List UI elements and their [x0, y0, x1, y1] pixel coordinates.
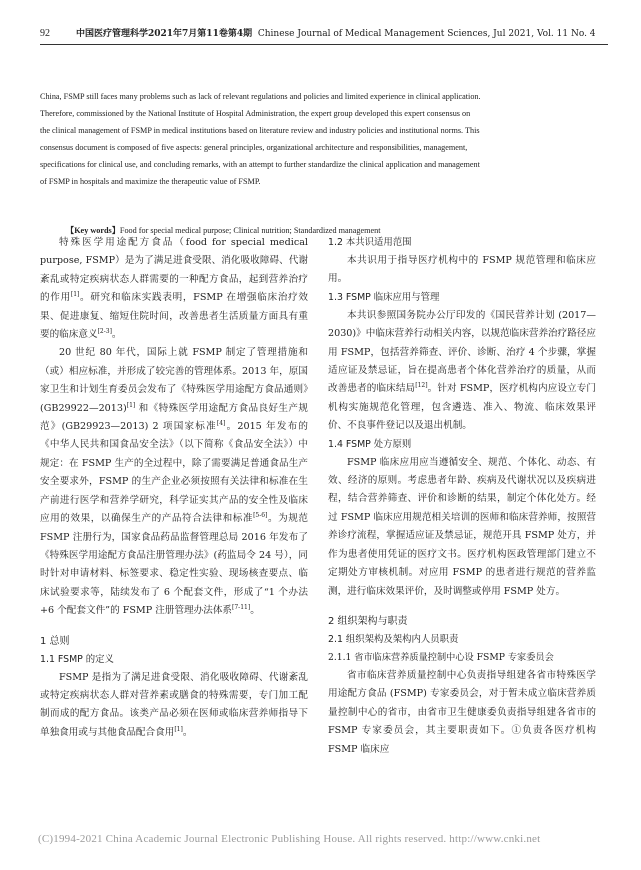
- history-text: 。为规范 FSMP 注册行为，国家食品药品监督管理总局 2016 年发布了《特殊医学用途配方食品注册管理办法》(药监局令 24 号），同时针对申请材料、标签要求、稳定性实验、现场核查要点、临床试验要求等，陆续发布了 6 个配套文件，形成了“1 个办法 +6 个配套文件”的 FSMP 注册管理办法体系: [40, 513, 309, 617]
- keywords-text: Food for special medical purpose; Clinical nutrition; Standardized management: [119, 226, 381, 235]
- citation-ref: [2-3]: [97, 327, 112, 335]
- subsection-heading: 1.2 本共识适用范围: [328, 237, 412, 248]
- history-text: 和《特殊医学用途配方食品良好生产规范》(GB29923—2013) 2 项国家标准: [40, 402, 308, 433]
- abstract-en: [40, 88, 600, 190]
- citation-ref: [4]: [216, 419, 226, 427]
- right-column: [328, 234, 596, 759]
- abstract-line: the clinical management of FSMP in medical institutions based on literature review and industry policies and institutional norms. This: [40, 126, 480, 135]
- intro-paragraph: 特殊医学用途配方食品（food for special medical purpose, FSMP）是为了满足进食受限、消化吸收障碍、代谢紊乱或特定疾病状态人群需要的一种配方食品，起到营养治疗的作用[1]。研究和临床实践表明，FSMP 在增强临床治疗效果、促进康复、缩短住院时间，改善患者生活质量方面具有重要的临床意义[2-3]。: [40, 237, 309, 341]
- running-header: [40, 27, 608, 43]
- definition-text: FSMP 是指为了满足进食受限、消化吸收障碍、代谢紊乱或特定疾病状态人群对营养素或膳食的特殊需要，专门加工配制而成的配方食品。该类产品必须在医师或临床营养师指导下单独食用或与其他食品配合食用: [40, 671, 308, 738]
- application-paragraph: [328, 307, 596, 436]
- definition-paragraph: FSMP 是指为了满足进食受限、消化吸收障碍、代谢紊乱或特定疾病状态人群对营养素或膳食的特殊需要，专门加工配制而成的配方食品。该类产品必须在医师或临床营养师指导下单独食用或与其他食品配合食用[1]。: [40, 671, 308, 738]
- committee-paragraph: 省市临床营养质量控制中心负责指导组建各省市特殊医学用途配方食品 (FSMP) 专家委员会，对于暂未成立临床营养质量控制中心的省市，由省市卫生健康委负责指导组建各省市的 FSMP 专家委员会，其主要职责如下。①负责各医疗机构 FSMP 临床应: [328, 669, 596, 755]
- journal-title-cn: 中国医疗管理科学2021年7月第11卷第4期: [76, 29, 253, 39]
- abstract-line: of FSMP in hospitals and maximize the therapeutic value of FSMP.: [40, 177, 261, 186]
- journal-citation: [76, 27, 596, 41]
- subsection-heading: 1.1 FSMP 的定义: [40, 653, 114, 665]
- citation-ref: [12]: [415, 382, 428, 390]
- header-rule: [40, 44, 608, 45]
- citation-ref: [7-11]: [232, 603, 251, 611]
- citation-ref: [1]: [174, 725, 183, 733]
- citation-ref: [5-6]: [253, 511, 268, 519]
- abstract-line: Therefore, commissioned by the National Institute of Hospital Administration, the expert group developed this expert consensus on: [40, 109, 471, 118]
- citation-ref: [1]: [70, 291, 80, 299]
- spacer: [328, 601, 596, 613]
- section-heading: 2 组织架构与职责: [328, 615, 408, 627]
- abstract-line: consensus document is composed of five aspects: general principles, organizational architecture and responsibilities, management,: [40, 143, 468, 152]
- section-heading: 1 总则: [40, 635, 70, 647]
- journal-title-en: Chinese Journal of Medical Management Sciences, Jul 2021, Vol. 11 No. 4: [257, 29, 596, 39]
- scope-paragraph: 本共识用于指导医疗机构中的 FSMP 规范管理和临床应用。: [328, 255, 596, 285]
- subsection-heading: 1.3 FSMP 临床应用与管理: [328, 291, 440, 303]
- intro-text: 。研究和临床实践表明，FSMP 在增强临床治疗效果、促进康复、缩短住院时间，改善患者生活质量方面具有重要的临床意义: [40, 292, 309, 341]
- history-paragraph: [40, 344, 308, 620]
- history-text: 。2015 年发布的《中华人民共和国食品安全法》（以下简称《食品安全法》）中规定：在 FSMP 生产的全过程中，除了需要满足普通食品生产安全要求外，FSMP 的生产企业必须按照有关法律和标准在生产前进行医学和营养学研究，科学证实其产品的安全性及临床应用的效果，以确保生产的产品符合法律和标准: [40, 421, 308, 525]
- copyright-footer: (C)1994-2021 China Academic Journal Electronic Publishing House. All rights reserved. http://www.cnki.net: [38, 833, 541, 845]
- keywords-label: 【Key words】: [66, 226, 120, 235]
- left-column: [40, 234, 308, 742]
- abstract-line: specifications for clinical use, and concluding remarks, with an attempt to further standardize the clinical application and management: [40, 160, 480, 169]
- spacer: [40, 621, 308, 633]
- history-text: 20 世纪 80 年代，国际上就 FSMP 制定了管理措施和（或）相应标准，并形成了较完善的管理体系。2013 年，原国家卫生和计划生育委员会发布了《特殊医学用途配方食品通则》(GB29922—2013): [40, 347, 308, 414]
- citation-ref: [1]: [126, 401, 136, 409]
- subsection-heading: 1.4 FSMP 处方原则: [328, 438, 412, 450]
- application-text: 本共识参照国务院办公厅印发的《国民营养计划 (2017—2030)》中临床营养行动相关内容，以规范临床营养治疗路径应用 FSMP，包括营养筛查、评价、诊断、治疗 4 个步骤，掌握适应证及禁忌证，旨在提高患者个体化营养治疗的质量，从而改善患者的临床结局: [328, 309, 597, 395]
- prescription-paragraph: FSMP 临床应用应当遵循安全、规范、个体化、动态、有效、经济的原则。考虑患者年龄、疾病及代谢状况以及疾病进程，结合营养筛查、评价和诊断的结果，制定个体化处方。经过 FSMP 临床应用规范相关培训的医师和临床营养师，按照营养诊疗流程，掌握适应证及禁忌证，规范开具 FSMP 处方，并作为患者使用凭证的医疗文书。医疗机构医政管理部门建立不定期处方审核机制。对应用 FSMP 的患者进行规范的营养监测，进行临床效果评价，及时调整或停用 FSMP 处方。: [328, 456, 596, 597]
- application-text: 。针对 FSMP，医疗机构内应设立专门机构实施规范化管理，包含遴选、准入、物流、临床效果评价、不良事件登记以及退出机制。: [328, 383, 597, 432]
- subsubsection-heading: 2.1.1 省市临床营养质量控制中心设 FSMP 专家委员会: [328, 651, 554, 663]
- subsection-heading: 2.1 组织架构及架构内人员职责: [328, 633, 459, 645]
- abstract-line: China, FSMP still faces many problems such as lack of relevant regulations and policies and limited experience in clinical application.: [40, 92, 481, 101]
- history-text: 。: [250, 605, 260, 617]
- page-number: 92: [40, 28, 50, 39]
- intro-text: 特殊医学用途配方食品（food for special medical purpose, FSMP）是为了满足进食受限、消化吸收障碍、代谢紊乱或特定疾病状态人群需要的一种配方食品，起到营养治疗的作用: [40, 237, 308, 304]
